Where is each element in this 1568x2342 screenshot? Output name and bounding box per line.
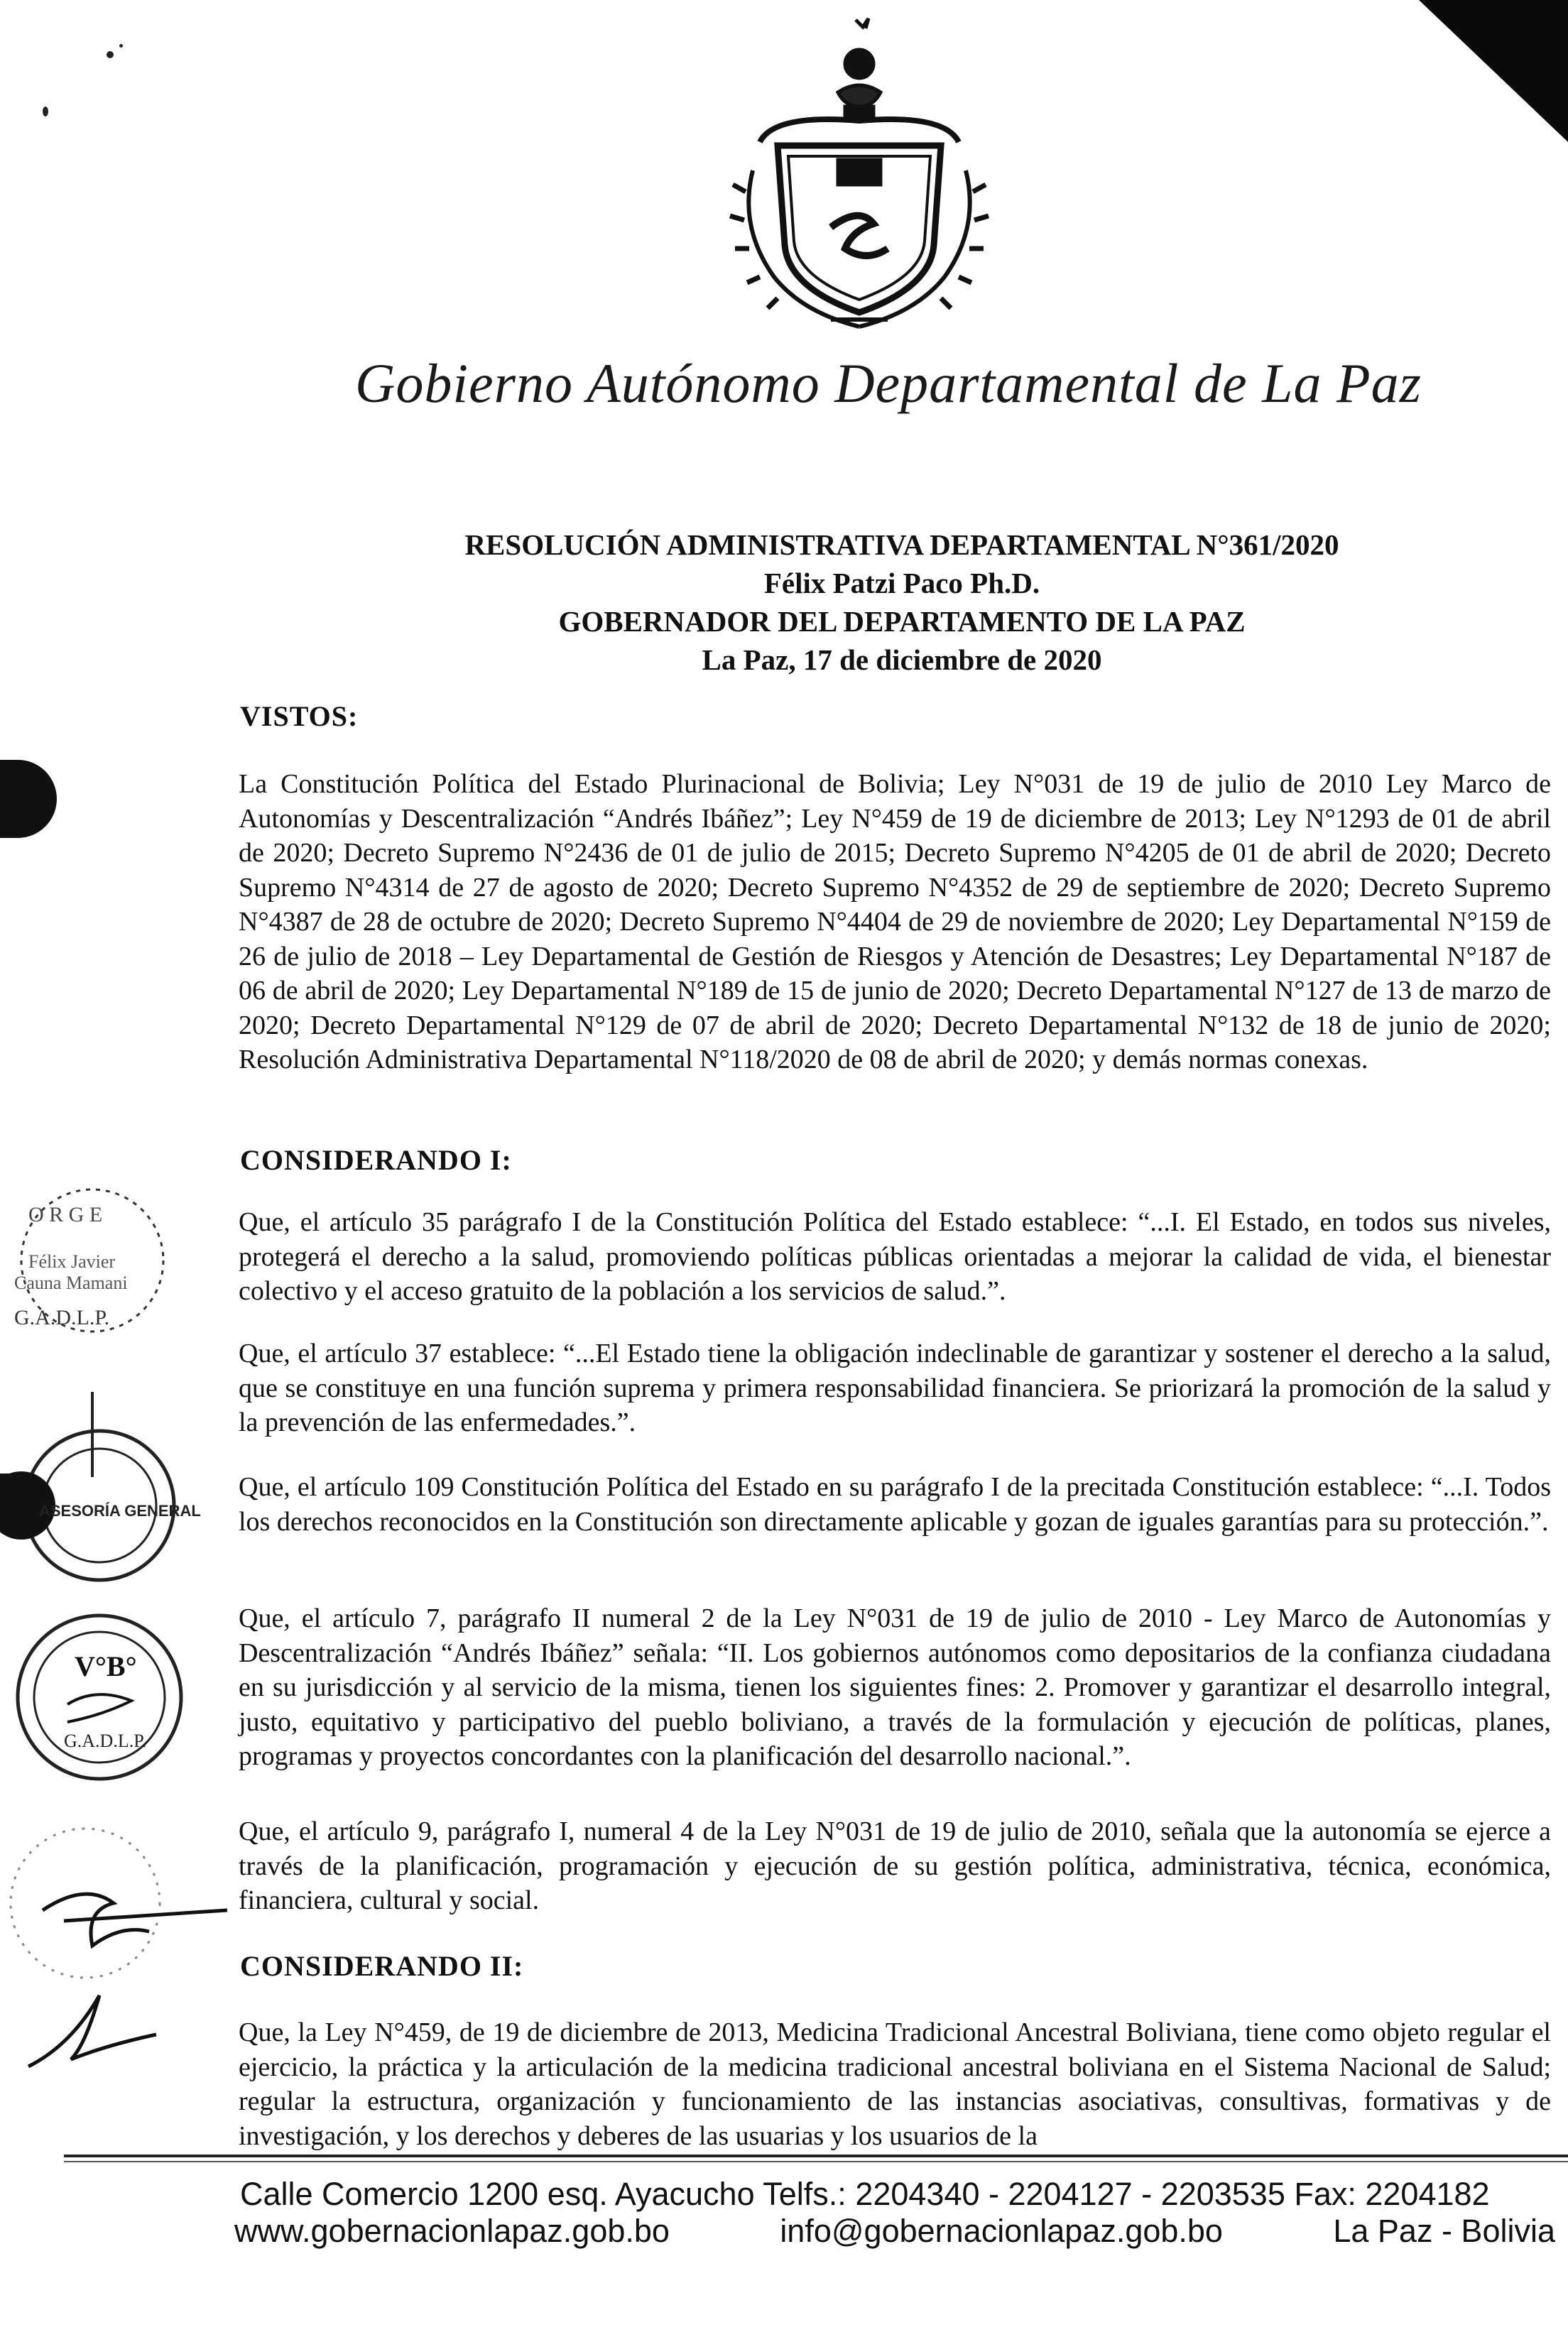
place-date: La Paz, 17 de diciembre de 2020: [702, 643, 1102, 676]
scan-speck: [119, 44, 123, 48]
faint-stamp-ring: [11, 1829, 160, 1978]
stamp3-line2: G.A.D.L.P.: [64, 1731, 147, 1751]
institution-letterhead: Gobierno Autónomo Departamental de La Paz: [355, 352, 1422, 414]
footer-divider-thin: [64, 2161, 1568, 2162]
stamp3-line1: V°B°: [75, 1650, 137, 1682]
official-stamps: [0, 1179, 234, 2102]
signature-2: [28, 1995, 156, 2066]
governor-office: GOBERNADOR DEL DEPARTAMENTO DE LA PAZ: [558, 605, 1246, 638]
resolution-number: RESOLUCIÓN ADMINISTRATIVA DEPARTAMENTAL N°361/2020: [464, 528, 1339, 561]
vistos-title: VISTOS:: [240, 700, 359, 732]
coat-of-arms-emblem: [710, 7, 1008, 348]
considerando-1-paragraph-5: Que, el artículo 9, parágrafo I, numeral 4 de la Ley N°031 de 19 de julio de 2010, señala que la autonomía se ejerce a través de la planificación, programación y ejecución de su gestión política, administrativa, técnica, económica, financiera, cultural y social.: [239, 1817, 1551, 1915]
considerando-1-paragraph-3: Que, el artículo 109 Constitución Política del Estado en su parágrafo I de la precitada Constitución establece: “...I. Todos los derechos reconocidos en la Constitución son directamente aplicable y gozan de iguales garantías para su protección.”.: [239, 1472, 1551, 1537]
stamp1-line1: Félix Javier: [28, 1251, 116, 1272]
stamp3-signature: [67, 1694, 131, 1722]
considerando-2-title: CONSIDERANDO II:: [240, 1950, 524, 1982]
stamp1-line2: Cauna Mamani: [14, 1273, 128, 1293]
footer-location: La Paz - Bolivia: [1333, 2213, 1555, 2249]
footer-website[interactable]: www.gobernacionlapaz.gob.bo: [234, 2213, 670, 2249]
vistos-paragraph: La Constitución Política del Estado Plurinacional de Bolivia; Ley N°031 de 19 de julio de 2010 Ley Marco de Autonomías y Descentralización “Andrés Ibáñez”; Ley N°459 de 19 de diciembre de 2013; Ley N°1293 de 01 de abril de 2020; Decreto Supremo N°2436 de 01 de julio de 2015; Decreto Supremo N°4205 de 01 de abril de 2020; Decreto Supremo N°4314 de 27 de agosto de 2020; Decreto Supremo N°4352 de 29 de septiembre de 2020; Decreto Supremo N°4387 de 28 de octubre de 2020; Decreto Supremo N°4404 de 29 de noviembre de 2020; Ley Departamental N°159 de 26 de julio de 2018 – Ley Departamental de Gestión de Riesgos y Atención de Desastres; Ley Departamental N°187 de 06 de abril de 2020; Ley Departamental N°189 de 15 de junio de 2020; Decreto Departamental N°127 de 13 de marzo de 2020; Decreto Departamental N°129 de 07 de abril de 2020; Decreto Departamental N°132 de 18 de junio de 2020; Resolución Administrativa Departamental N°118/2020 de 08 de abril de 2020; y demás normas conexas.: [239, 769, 1551, 1074]
considerando-2-paragraph-1: Que, la Ley N°459, de 19 de diciembre de 2013, Medicina Tradicional Ancestral Boliviana, tiene como objeto regular el ejercicio, la práctica y la articulación de la medicina tradicional ancestral boliviana en el Sistema Nacional de Salud; regular la estructura, organización y funcionamiento de las instancias asociativas, consultivas, formativas y de investigación, y los derechos y deberes de las usuarias y los usuarios de la: [239, 2017, 1551, 2151]
scan-speck: [43, 107, 48, 116]
page-footer: [234, 2176, 1555, 2250]
signature-1: [43, 1894, 227, 1946]
footer-email[interactable]: info@gobernacionlapaz.gob.bo: [780, 2213, 1223, 2249]
scan-speck: [107, 51, 114, 58]
scan-corner-shadow: [1419, 0, 1568, 142]
resolution-heading: [398, 525, 1406, 679]
considerando-1-title: CONSIDERANDO I:: [240, 1144, 512, 1176]
governor-name: Félix Patzi Paco Ph.D.: [763, 567, 1040, 599]
considerando-1-paragraph-4: Que, el artículo 7, parágrafo II numeral 2 de la Ley N°031 de 19 de julio de 2010 - Ley Marco de Autonomías y Descentralización “Andrés Ibáñez” señala: “II. Los gobiernos autónomos como depositarios de la confianza ciudadana en su jurisdicción y al servicio de la misma, tienen los siguientes fines: 2. Promover y garantizar el desarrollo integral, justo, equitativo y participativo del pueblo boliviano, a través de la formulación y ejecución de políticas, planes, programas y proyectos concordantes con la planificación del desarrollo nacional.”.: [239, 1603, 1551, 1771]
punch-hole: [0, 760, 57, 838]
footer-address: Calle Comercio 1200 esq. Ayacucho Telfs.: 2204340 - 2204127 - 2203535 Fax: 2204182: [240, 2176, 1490, 2212]
considerando-1-paragraph-1: Que, el artículo 35 parágrafo I de la Constitución Política del Estado establece: “...I. El Estado, en todos sus niveles, protegerá el derecho a la salud, promoviendo políticas públicas orientadas a mejorar la calidad de vida, el bienestar colectivo y el acceso gratuito de la población a los servicios de salud.”.: [239, 1207, 1551, 1306]
stamp2-line1: ASESORÍA GENERAL: [39, 1502, 201, 1520]
svg-text:O R G E: O R G E: [28, 1203, 103, 1226]
footer-divider: [64, 2155, 1568, 2157]
stamp1-line3: G.A.D.L.P.: [14, 1306, 110, 1329]
considerando-1-paragraph-2: Que, el artículo 37 establece: “...El Estado tiene la obligación indeclinable de garantizar y sostener el derecho a la salud, que se constituye en una función suprema y primera responsabilidad financiera. Se priorizará la promoción de la salud y la prevención de las enfermedades.”.: [239, 1339, 1551, 1437]
